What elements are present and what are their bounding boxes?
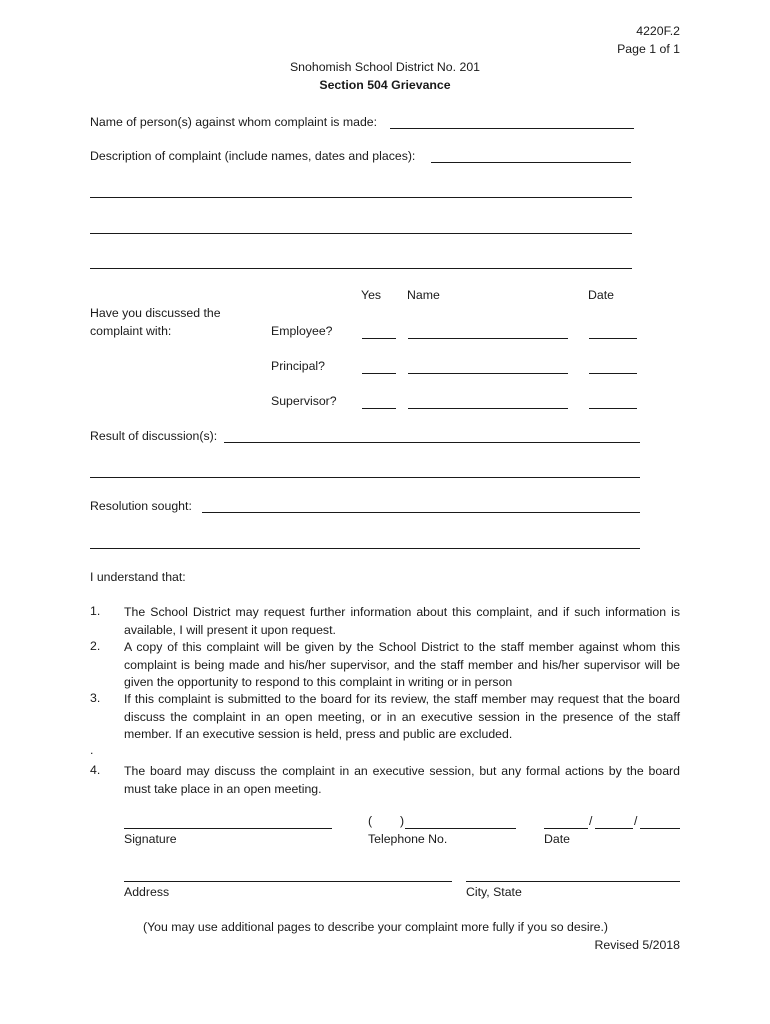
column-yes: Yes	[361, 288, 382, 302]
name-field-input[interactable]	[390, 114, 634, 129]
address-input[interactable]	[124, 867, 452, 882]
row-supervisor-label: Supervisor?	[271, 394, 337, 408]
result-input-line-1[interactable]	[224, 428, 640, 443]
phone-area-open: (	[368, 814, 373, 828]
column-name: Name	[407, 288, 440, 302]
discussion-question-line-1: Have you discussed the	[90, 306, 221, 320]
district-name: Snohomish School District No. 201	[289, 60, 480, 74]
principal-yes-input[interactable]	[362, 359, 396, 374]
supervisor-yes-input[interactable]	[362, 394, 396, 409]
date-label: Date	[544, 832, 570, 846]
signature-label: Signature	[124, 832, 177, 846]
form-number: 4220F.2	[636, 24, 680, 38]
resolution-field-label: Resolution sought:	[90, 499, 192, 513]
description-input-line-3[interactable]	[90, 219, 632, 234]
resolution-input-line-2[interactable]	[90, 534, 640, 549]
signature-input[interactable]	[124, 814, 332, 829]
resolution-input-line-1[interactable]	[202, 498, 640, 513]
description-field-label: Description of complaint (include names, dates and places):	[90, 149, 416, 163]
phone-label: Telephone No.	[368, 832, 448, 846]
item-1-text: The School District may request further information about this complaint, and if such information is available, I will present it upon request.	[124, 605, 680, 637]
description-input-line-2[interactable]	[90, 183, 632, 198]
item-2-number: 2.	[90, 639, 101, 653]
employee-yes-input[interactable]	[362, 324, 396, 339]
date-year-input[interactable]	[640, 814, 680, 829]
principal-date-input[interactable]	[589, 359, 637, 374]
page-info: Page 1 of 1	[617, 42, 680, 56]
phone-input[interactable]	[405, 814, 516, 829]
supervisor-date-input[interactable]	[589, 394, 637, 409]
date-month-input[interactable]	[544, 814, 588, 829]
date-separator-2: /	[634, 814, 638, 828]
item-4-text: The board may discuss the complaint in an executive session, but any formal actions by the board must take place in an open meeting.	[124, 764, 680, 796]
city-state-label: City, State	[466, 885, 522, 899]
date-day-input[interactable]	[595, 814, 633, 829]
revision-date: Revised 5/2018	[594, 938, 680, 952]
description-input-line-4[interactable]	[90, 254, 632, 269]
principal-name-input[interactable]	[408, 359, 568, 374]
row-employee-label: Employee?	[271, 324, 333, 338]
item-1-number: 1.	[90, 604, 101, 618]
understand-intro: I understand that:	[90, 570, 186, 584]
column-date: Date	[588, 288, 614, 302]
item-3-text: If this complaint is submitted to the board for its review, the staff member may request that the board discuss the complaint in an open meeting, or in an executive session in the presence of the staff member. If an executive session is held, press and public are excluded.	[124, 692, 680, 741]
row-principal-label: Principal?	[271, 359, 325, 373]
discussion-question-line-2: complaint with:	[90, 324, 172, 338]
employee-name-input[interactable]	[408, 324, 568, 339]
description-input-line-1[interactable]	[431, 148, 631, 163]
item-3-number: 3.	[90, 691, 101, 705]
result-field-label: Result of discussion(s):	[90, 429, 218, 443]
phone-area-close: )	[400, 814, 405, 828]
address-label: Address	[124, 885, 170, 899]
supervisor-name-input[interactable]	[408, 394, 568, 409]
page-title: Section 504 Grievance	[319, 78, 451, 92]
date-separator-1: /	[589, 814, 593, 828]
employee-date-input[interactable]	[589, 324, 637, 339]
footer-note: (You may use additional pages to describe your complaint more fully if you so desire.)	[143, 920, 609, 934]
stray-mark: .	[90, 743, 94, 757]
item-2-text: A copy of this complaint will be given by the School District to the staff member against whom this complaint is being made and his/her supervisor, and the staff member and his/her supervisor will be given the opportunity to respond to this complaint in writing or in person	[124, 640, 680, 689]
result-input-line-2[interactable]	[90, 463, 640, 478]
name-field-label: Name of person(s) against whom complaint is made:	[90, 115, 378, 129]
item-4-number: 4.	[90, 763, 101, 777]
city-state-input[interactable]	[466, 867, 680, 882]
